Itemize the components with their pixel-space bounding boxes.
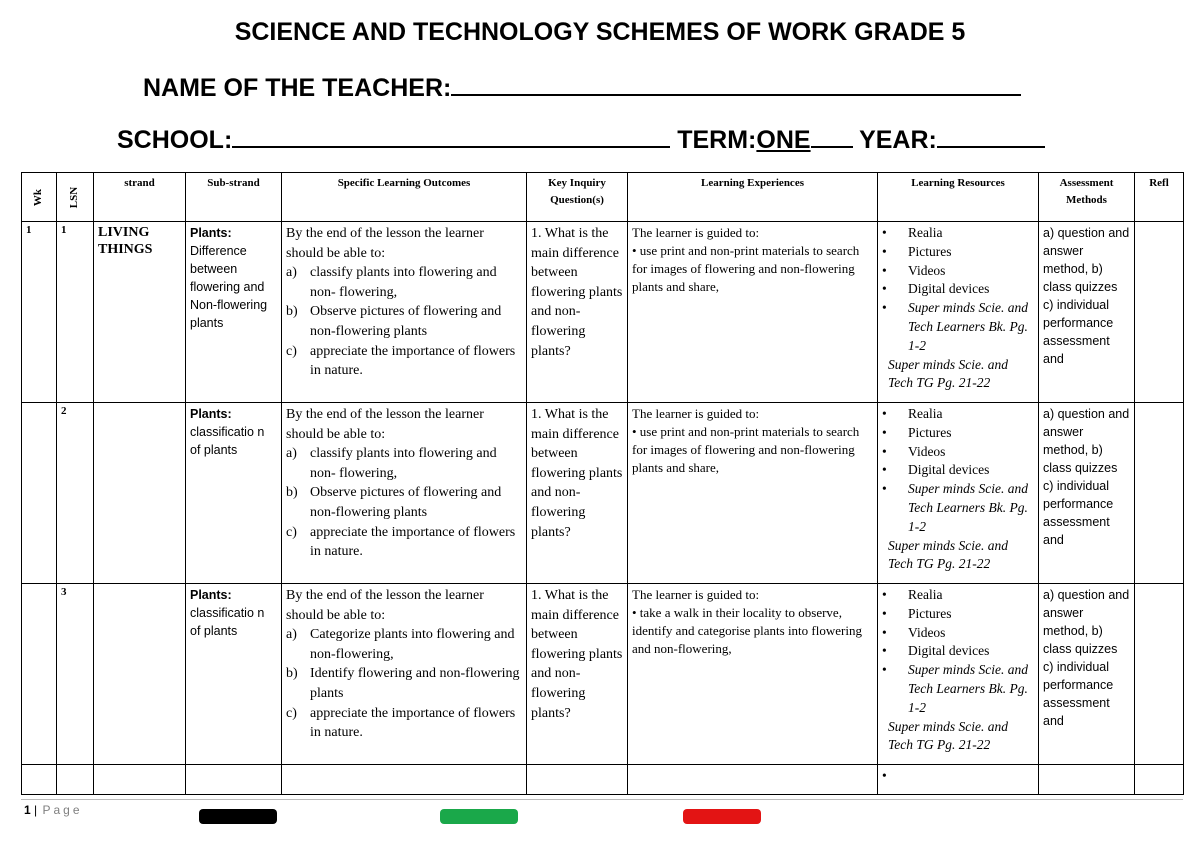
list-item: c) appreciate the importance of flowers in nature. (286, 343, 516, 379)
table-row (22, 584, 1184, 765)
year-label: YEAR: (859, 126, 937, 154)
outcomes-cell (282, 222, 527, 403)
list-item: • Digital devices (882, 461, 1034, 480)
experience-intro: The learner is guided to: (632, 587, 760, 602)
list-item: Super minds Scie. and Tech TG Pg. 21-22 (888, 356, 1008, 391)
page-number-footer (24, 803, 83, 817)
list-item: c) appreciate the importance of flowers in nature. (286, 524, 516, 560)
experiences-cell (628, 584, 878, 765)
list-item: a) Categorize plants into flowering and non-flowering, (286, 627, 515, 662)
col-header-wk: Wk (22, 173, 57, 222)
col-header-strand: strand (94, 173, 186, 222)
year-blank (937, 124, 1045, 148)
outcome-intro: By the end of the lesson the learner should be able to: (286, 588, 484, 623)
sub-strand-cell (186, 584, 282, 765)
experience-intro: The learner is guided to: (632, 406, 760, 421)
term-value: ONE (756, 126, 811, 154)
outcome-intro: By the end of the lesson the learner should be able to: (286, 407, 484, 442)
sub-strand-title: Plants: (190, 407, 232, 421)
empty-resources-cell (878, 765, 1039, 795)
table-row (22, 403, 1184, 584)
outcomes-cell (282, 584, 527, 765)
empty-cell (1039, 765, 1135, 795)
list-item: • Videos (882, 624, 1034, 643)
empty-cell (94, 765, 186, 795)
schemes-of-work-table (21, 172, 1184, 795)
term-blank (811, 124, 853, 148)
inquiry-cell: 1. What is the main difference between flowering plants and non-flowering plants? (527, 584, 628, 765)
experiences-cell (628, 222, 878, 403)
list-item: • Super minds Scie. and Tech Learners Bk. Pg. 1-2 (882, 480, 1034, 536)
inquiry-cell: 1. What is the main difference between flowering plants and non-flowering plants? (527, 403, 628, 584)
col-header-sub-strand: Sub-strand (186, 173, 282, 222)
list-item: c) appreciate the importance of flowers in nature. (286, 705, 516, 741)
lesson-cell: 3 (57, 584, 94, 765)
lesson-cell: 1 (57, 222, 94, 403)
list-item: • Digital devices (882, 642, 1034, 661)
document-title: SCIENCE AND TECHNOLOGY SCHEMES OF WORK GRADE 5 (234, 18, 966, 46)
empty-table-row (22, 765, 1184, 795)
black-color-swatch (199, 809, 277, 824)
col-header-reflection: Refl (1135, 173, 1184, 222)
empty-cell (282, 765, 527, 795)
teacher-name-label: NAME OF THE TEACHER: (143, 74, 452, 102)
experience-text: • take a walk in their locality to observe, identify and categorise plants into flowering and non-flowering, (632, 605, 862, 656)
col-header-outcomes: Specific Learning Outcomes (282, 173, 527, 222)
sub-strand-title: Plants: (190, 226, 232, 240)
empty-cell (628, 765, 878, 795)
col-header-inquiry: Key Inquiry Question(s) (527, 173, 628, 222)
col-header-lsn: LSN (57, 173, 94, 222)
resources-cell (878, 403, 1039, 584)
school-blank (232, 124, 670, 148)
list-item: • Pictures (882, 243, 1034, 262)
sub-strand-text: classificatio n of plants (190, 606, 265, 638)
list-item: • Realia (882, 405, 1034, 424)
experience-intro: The learner is guided to: (632, 225, 760, 240)
teacher-name-line (143, 72, 1021, 103)
list-item: • Realia (882, 224, 1034, 243)
list-item: • Pictures (882, 605, 1034, 624)
sub-strand-cell (186, 222, 282, 403)
reflection-cell (1135, 403, 1184, 584)
sub-strand-text: classificatio n of plants (190, 425, 265, 457)
assessment-cell: a) question and answer method, b) class quizzes c) individual performance assessment and (1039, 403, 1135, 584)
col-header-experiences: Learning Experiences (628, 173, 878, 222)
list-item: • Super minds Scie. and Tech Learners Bk. Pg. 1-2 (882, 661, 1034, 717)
outcome-intro: By the end of the lesson the learner should be able to: (286, 226, 484, 261)
sub-strand-cell (186, 403, 282, 584)
strand-cell (94, 403, 186, 584)
list-item: • Videos (882, 262, 1034, 281)
list-item: a) classify plants into flowering and non- flowering, (286, 446, 497, 481)
strand-cell (94, 584, 186, 765)
inquiry-cell: 1. What is the main difference between flowering plants and non-flowering plants? (527, 222, 628, 403)
col-header-assessment: Assessment Methods (1039, 173, 1135, 222)
outcomes-cell (282, 403, 527, 584)
resources-cell (878, 584, 1039, 765)
sub-strand-title: Plants: (190, 588, 232, 602)
empty-cell (527, 765, 628, 795)
teacher-name-blank (451, 72, 1021, 96)
page-number: 1 (24, 803, 31, 817)
page-label: Page (42, 803, 83, 817)
experience-text: • use print and non-print materials to search for images of flowering and non-flowering plants and share, (632, 243, 860, 294)
assessment-cell: a) question and answer method, b) class quizzes c) individual performance assessment and (1039, 222, 1135, 403)
footer-divider (21, 799, 1183, 800)
green-color-swatch (440, 809, 518, 824)
page-separator: | (34, 803, 38, 817)
resources-cell (878, 222, 1039, 403)
list-item: • Realia (882, 586, 1034, 605)
table-header-row (22, 173, 1184, 222)
week-cell (22, 584, 57, 765)
list-item: Super minds Scie. and Tech TG Pg. 21-22 (888, 537, 1008, 572)
experiences-cell (628, 403, 878, 584)
empty-cell (1135, 765, 1184, 795)
lesson-cell: 2 (57, 403, 94, 584)
list-item: b) Observe pictures of flowering and non-flowering plants (286, 485, 502, 520)
term-label: TERM: (677, 126, 757, 154)
strand-cell: LIVING THINGS (94, 222, 186, 403)
reflection-cell (1135, 222, 1184, 403)
sub-strand-text: Difference between flowering and Non-flowering plants (190, 244, 268, 330)
assessment-cell: a) question and answer method, b) class quizzes c) individual performance assessment and (1039, 584, 1135, 765)
table-row (22, 222, 1184, 403)
school-term-year-line (117, 124, 1045, 155)
list-item: • Pictures (882, 424, 1034, 443)
list-item: • Super minds Scie. and Tech Learners Bk. Pg. 1-2 (882, 299, 1034, 355)
empty-cell (186, 765, 282, 795)
school-label: SCHOOL: (117, 126, 233, 154)
list-item: a) classify plants into flowering and non- flowering, (286, 265, 497, 300)
empty-cell (22, 765, 57, 795)
list-item: • Videos (882, 443, 1034, 462)
red-color-swatch (683, 809, 761, 824)
list-item: Super minds Scie. and Tech TG Pg. 21-22 (888, 718, 1008, 753)
list-item: b) Identify flowering and non-flowering plants (286, 666, 520, 701)
list-item: • Digital devices (882, 280, 1034, 299)
col-header-resources: Learning Resources (878, 173, 1039, 222)
experience-text: • use print and non-print materials to search for images of flowering and non-flowering plants and share, (632, 424, 860, 475)
list-item: b) Observe pictures of flowering and non-flowering plants (286, 304, 502, 339)
week-cell (22, 403, 57, 584)
empty-cell (57, 765, 94, 795)
reflection-cell (1135, 584, 1184, 765)
week-cell: 1 (22, 222, 57, 403)
